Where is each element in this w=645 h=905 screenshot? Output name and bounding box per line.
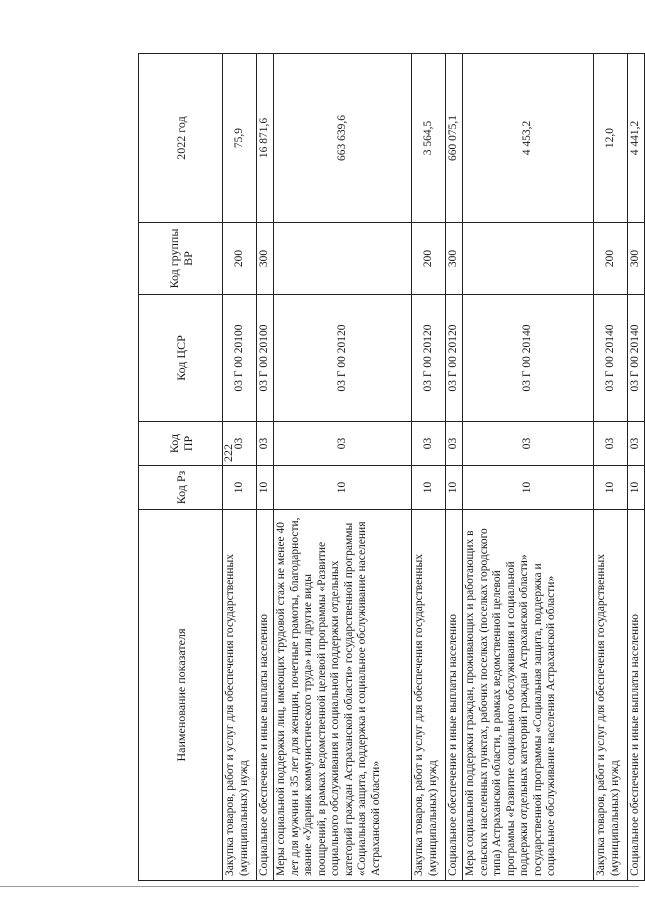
row-csr: 03 Г 00 20100: [223, 295, 257, 422]
row-amount: 4 453,2: [463, 54, 594, 223]
row-csr: 03 Г 00 20120: [274, 295, 412, 422]
row-name: Социальное обеспечение и иные выплаты населению: [257, 510, 274, 881]
row-vr: 200: [594, 223, 628, 295]
row-pr: 03: [628, 422, 645, 466]
header-rz: Код Рз: [139, 466, 223, 510]
table-row: [628, 54, 645, 881]
row-vr: 200: [223, 223, 257, 295]
row-rz: 10: [257, 466, 274, 510]
row-amount: 12,0: [594, 54, 628, 223]
row-name: Мера социальной поддержки граждан, проживающих и работающих в сельских населенных пунктах, рабочих поселках (поселках городского типа) Астраханской области, в рамках ведомственной целевой программы «Развитие социального обслуживания и социальной поддержки отдельных категорий граждан Астраханской области» государственной программы «Социальная защита, поддержка и социальное обслуживание населения Астраханской области»: [463, 510, 594, 881]
row-csr: 03 Г 00 20140: [463, 295, 594, 422]
table-row: [223, 54, 257, 881]
row-rz: 10: [594, 466, 628, 510]
header-year: 2022 год: [139, 54, 223, 223]
row-pr: 03: [412, 422, 446, 466]
row-name: Социальное обеспечение и иные выплаты населению: [446, 510, 463, 881]
scan-edge-line: [0, 886, 639, 887]
row-csr: 03 Г 00 20140: [594, 295, 628, 422]
row-name: Меры социальной поддержки лиц, имеющих трудовой стаж не менее 40 лет для мужчин и 35 лет для женщин, почетные грамоты, благодарности, звание «Ударник коммунистического труда» или другие виды поощрений, в рамках ведомственной целевой программы «Развитие социального обслуживания и социальной поддержки отдельных категорий граждан Астраханской области» государственной программы «Социальная защита, поддержка и социальное обслуживание населения Астраханской области»: [274, 510, 412, 881]
table-row: [257, 54, 274, 881]
header-name: Наименование показателя: [139, 510, 223, 881]
page-number: 222: [221, 444, 235, 462]
row-rz: 10: [628, 466, 645, 510]
table-area: [138, 54, 642, 881]
row-name: Социальное обеспечение и иные выплаты населению: [628, 510, 645, 881]
header-vr: Код группы ВР: [139, 223, 223, 295]
row-rz: 10: [463, 466, 594, 510]
row-pr: 03: [446, 422, 463, 466]
row-name: Закупка товаров, работ и услуг для обеспечения государственных (муниципальных) нужд: [223, 510, 257, 881]
table-header-row: [139, 54, 223, 881]
row-amount: 3 564,5: [412, 54, 446, 223]
row-name: Закупка товаров, работ и услуг для обеспечения государственных (муниципальных) нужд: [412, 510, 446, 881]
budget-table: [138, 53, 645, 881]
rotated-table-container: [138, 54, 642, 881]
row-rz: 10: [274, 466, 412, 510]
row-pr: 03: [594, 422, 628, 466]
row-rz: 10: [446, 466, 463, 510]
row-csr: 03 Г 00 20100: [257, 295, 274, 422]
row-vr: [274, 223, 412, 295]
table-row: [594, 54, 628, 881]
row-name: Закупка товаров, работ и услуг для обеспечения государственных (муниципальных) нужд: [594, 510, 628, 881]
header-csr: Код ЦСР: [139, 295, 223, 422]
row-amount: 75,9: [223, 54, 257, 223]
table-row: [412, 54, 446, 881]
row-amount: 663 639,6: [274, 54, 412, 223]
row-vr: 200: [412, 223, 446, 295]
row-rz: 10: [412, 466, 446, 510]
row-vr: 300: [628, 223, 645, 295]
row-vr: 300: [446, 223, 463, 295]
row-vr: 300: [257, 223, 274, 295]
row-pr: 03: [223, 422, 257, 466]
table-row: [446, 54, 463, 881]
row-rz: 10: [223, 466, 257, 510]
row-amount: 16 871,6: [257, 54, 274, 223]
table-row: [274, 54, 412, 881]
row-vr: [463, 223, 594, 295]
row-csr: 03 Г 00 20120: [446, 295, 463, 422]
row-pr: 03: [463, 422, 594, 466]
row-pr: 03: [257, 422, 274, 466]
header-pr: Код ПР: [139, 422, 223, 466]
table-row: [463, 54, 594, 881]
row-pr: 03: [274, 422, 412, 466]
row-amount: 660 075,1: [446, 54, 463, 223]
row-amount: 4 441,2: [628, 54, 645, 223]
row-csr: 03 Г 00 20140: [628, 295, 645, 422]
row-csr: 03 Г 00 20120: [412, 295, 446, 422]
